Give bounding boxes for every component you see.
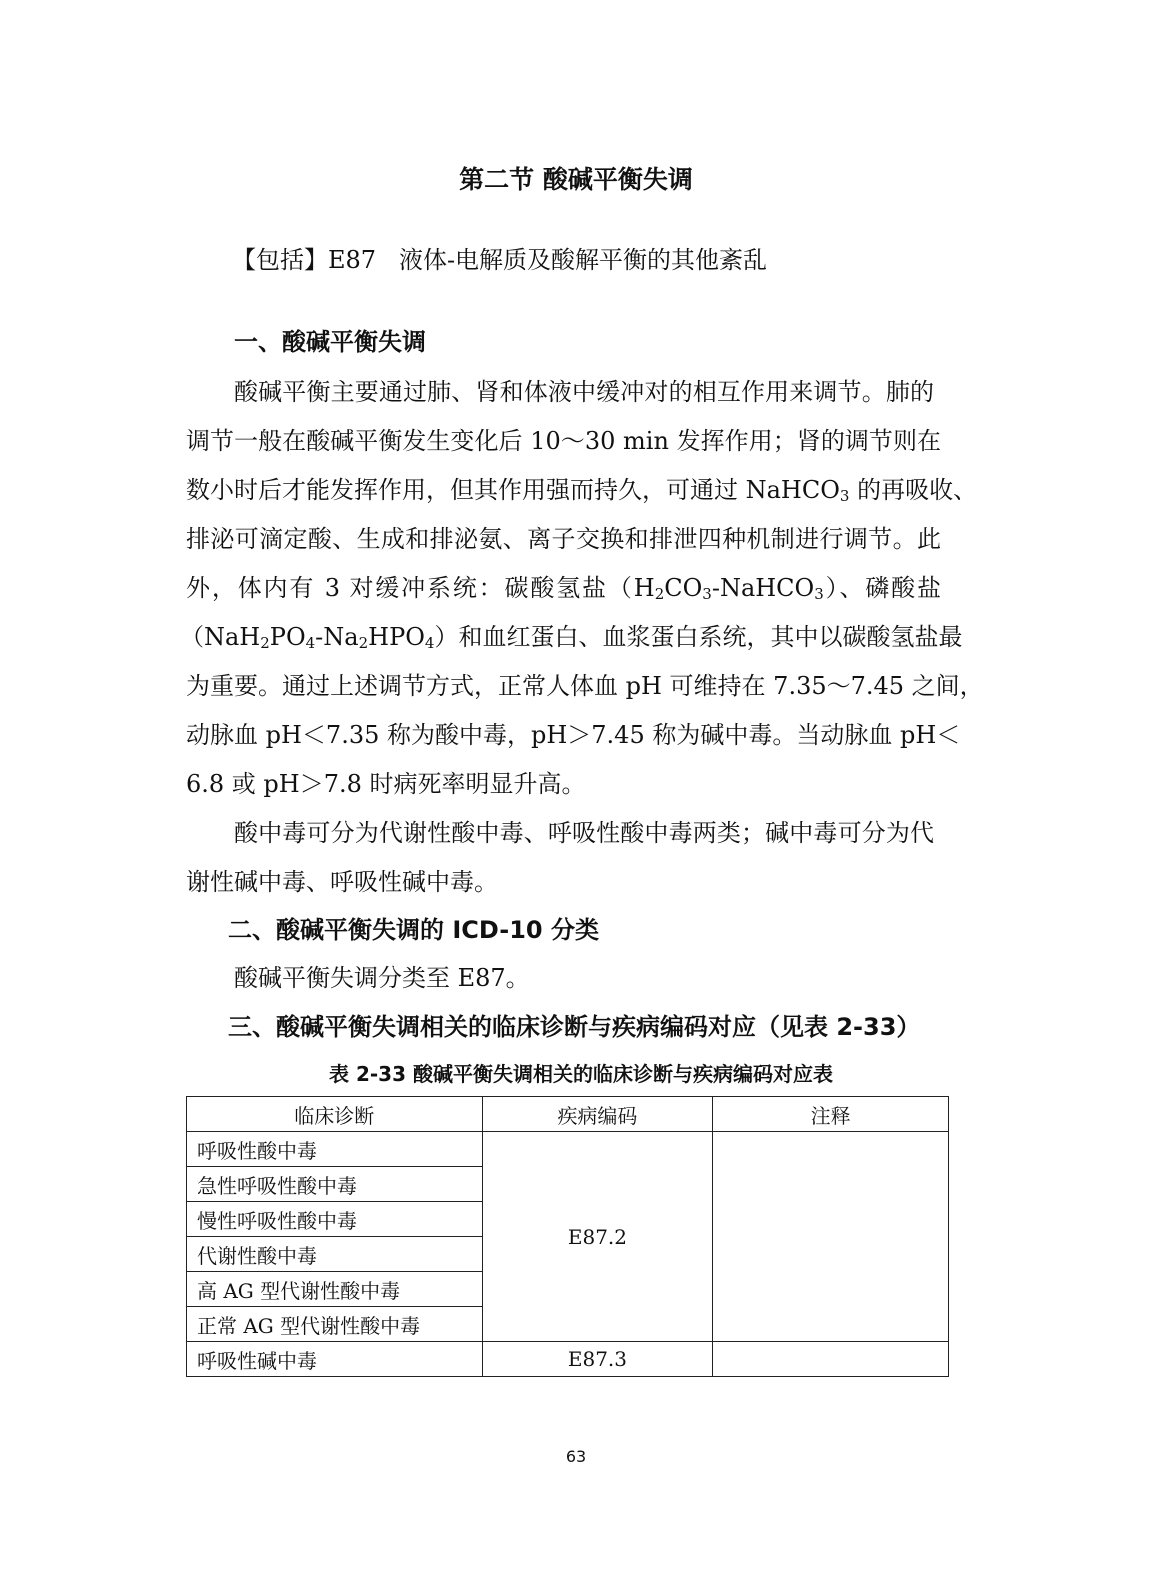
diagnosis-cell: 高 AG 型代谢性酸中毒 <box>187 1272 483 1307</box>
include-code: E87 <box>328 246 377 274</box>
page-number: 63 <box>565 1447 587 1466</box>
para1-line1: 酸碱平衡主要通过肺、肾和体液中缓冲对的相互作用来调节。肺的 <box>234 378 934 406</box>
notes-cell <box>713 1132 949 1342</box>
diagnosis-cell: 呼吸性碱中毒 <box>187 1342 483 1377</box>
table-row <box>187 1132 949 1167</box>
include-line <box>232 240 767 275</box>
diagnosis-cell: 急性呼吸性酸中毒 <box>187 1167 483 1202</box>
table-caption: 表 2-33 酸碱平衡失调相关的临床诊断与疾病编码对应表 <box>329 1062 833 1086</box>
para1-line4: 排泌可滴定酸、生成和排泌氨、离子交换和排泄四种机制进行调节。此 <box>186 525 941 553</box>
para1-line2: 调节一般在酸碱平衡发生变化后 10～30 min 发挥作用；肾的调节则在 <box>186 427 941 455</box>
header-clinical-diagnosis: 临床诊断 <box>187 1097 483 1132</box>
para2-line1: 酸中毒可分为代谢性酸中毒、呼吸性酸中毒两类；碱中毒可分为代 <box>234 819 934 847</box>
section-title: 第二节 酸碱平衡失调 <box>459 165 693 194</box>
include-text: 液体-电解质及酸解平衡的其他紊乱 <box>398 246 768 274</box>
code-cell-e87-3: E87.3 <box>482 1342 713 1377</box>
header-notes: 注释 <box>713 1097 949 1132</box>
header-disease-code: 疾病编码 <box>482 1097 713 1132</box>
para2-line2: 谢性碱中毒、呼吸性碱中毒。 <box>186 868 498 896</box>
heading-acid-base-disorder: 一、酸碱平衡失调 <box>234 328 426 356</box>
notes-cell <box>713 1342 949 1377</box>
code-cell-e87-2: E87.2 <box>482 1132 713 1342</box>
diagnosis-code-table <box>186 1096 949 1377</box>
diagnosis-cell: 代谢性酸中毒 <box>187 1237 483 1272</box>
table-header-row <box>187 1097 949 1132</box>
heading-diagnosis-code-mapping: 三、酸碱平衡失调相关的临床诊断与疾病编码对应（见表 2-33） <box>228 1013 921 1041</box>
para1-line5: 外，体内有 3 对缓冲系统：碳酸氢盐$(H_2CO_3-NaHCO_3)$、磷酸盐 <box>186 574 941 603</box>
para1-line6: $(NaH_2PO_4-Na_2HPO_4)$和血红蛋白、血浆蛋白系统，其中以碳酸氢盐最 <box>180 623 963 652</box>
diagnosis-cell: 慢性呼吸性酸中毒 <box>187 1202 483 1237</box>
para1-line3: 数小时后才能发挥作用，但其作用强而持久，可通过 NaHCO$_3$ 的再吸收、 <box>186 476 978 505</box>
para1-line9: 6.8 或 pH＞7.8 时病死率明显升高。 <box>186 770 586 798</box>
para1-line8: 动脉血 pH＜7.35 称为酸中毒，pH＞7.45 称为碱中毒。当动脉血 pH＜ <box>186 721 961 749</box>
diagnosis-cell: 正常 AG 型代谢性酸中毒 <box>187 1307 483 1342</box>
para3-line1: 酸碱平衡失调分类至 E87。 <box>234 964 530 992</box>
heading-icd10-classification: 二、酸碱平衡失调的 ICD-10 分类 <box>228 916 599 944</box>
table-row <box>187 1342 949 1377</box>
include-label: 【包括】 <box>232 246 328 274</box>
para1-line7: 为重要。通过上述调节方式，正常人体血 pH 可维持在 7.35～7.45 之间， <box>186 672 984 700</box>
diagnosis-cell: 呼吸性酸中毒 <box>187 1132 483 1167</box>
